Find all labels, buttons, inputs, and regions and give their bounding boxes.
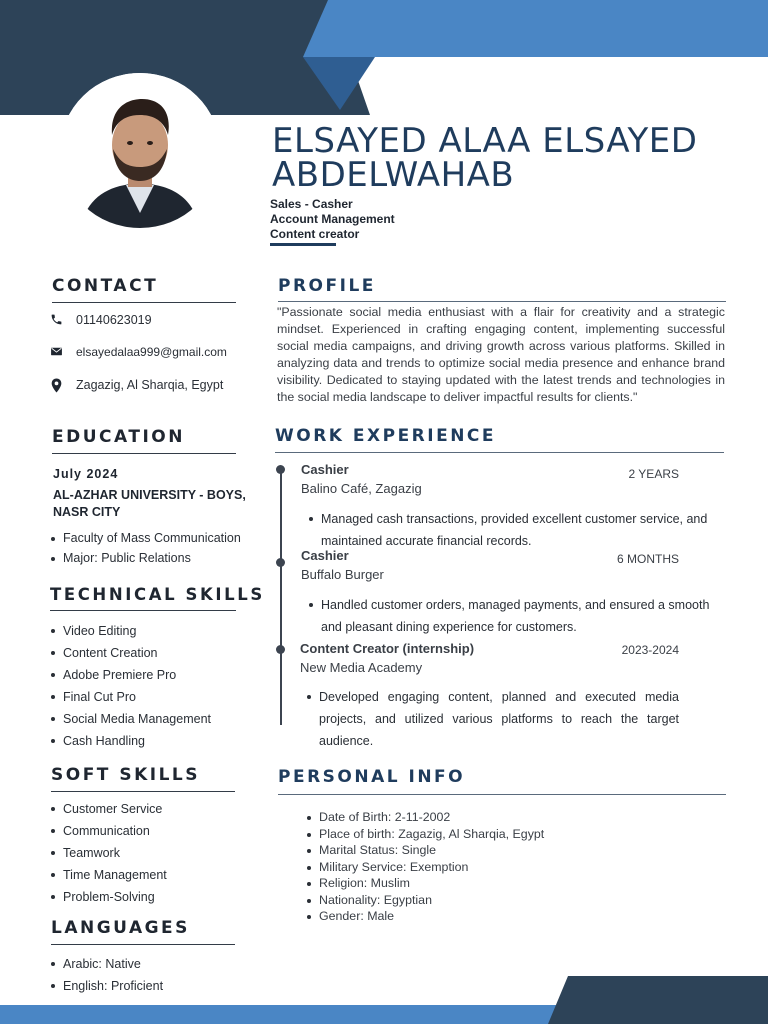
profile-title: PROFILE (278, 276, 376, 296)
soft-skills-title: SOFT SKILLS (51, 765, 200, 785)
technical-skills-title: TECHNICAL SKILLS (50, 585, 265, 604)
technical-skills-section (50, 585, 265, 611)
personal-info-list (307, 809, 727, 925)
job-description (307, 686, 679, 752)
list-item: Problem-Solving (51, 886, 251, 908)
work-experience-rule (275, 452, 724, 453)
education-rule (52, 453, 236, 454)
timeline-dot (276, 645, 285, 654)
education-details (53, 467, 253, 521)
list-item: Cash Handling (51, 730, 251, 752)
personal-info-rule (278, 794, 726, 795)
contact-location: Zagazig, Al Sharqia, Egypt (76, 378, 224, 392)
list-item: Managed cash transactions, provided excellent customer service, and maintained accurate financial records. (309, 508, 727, 552)
languages-rule (51, 944, 235, 945)
role-list (270, 197, 395, 246)
list-item: Faculty of Mass Communication (51, 528, 251, 548)
contact-location-row (50, 378, 223, 392)
languages-title: LANGUAGES (51, 918, 190, 938)
list-item: Arabic: Native (51, 953, 251, 975)
job-description (309, 594, 727, 638)
list-item: Gender: Male (307, 908, 727, 925)
profile-photo (60, 73, 220, 228)
list-item: Religion: Muslim (307, 875, 727, 892)
list-item: Final Cut Pro (51, 686, 251, 708)
technical-skills-list (51, 620, 251, 752)
job-title: Cashier (301, 462, 349, 477)
list-item: Developed engaging content, planned and executed media projects, and utilized various platforms to reach the target audience. (307, 686, 679, 752)
job-title: Cashier (301, 548, 349, 563)
list-item: Marital Status: Single (307, 842, 727, 859)
name-line-2: ABDELWAHAB (272, 155, 515, 195)
languages-section (51, 918, 235, 945)
list-item: Social Media Management (51, 708, 251, 730)
contact-section (52, 276, 236, 303)
phone-icon (50, 313, 64, 327)
job-organization: Buffalo Burger (301, 567, 384, 582)
list-item: Nationality: Egyptian (307, 892, 727, 909)
technical-skills-rule (50, 610, 236, 611)
list-item: Video Editing (51, 620, 251, 642)
profile-section (278, 276, 726, 302)
list-item: Adobe Premiere Pro (51, 664, 251, 686)
education-list (51, 528, 251, 568)
job-description (309, 508, 727, 552)
contact-email[interactable]: elsayedalaa999@gmail.com (76, 345, 227, 359)
header-name-block (272, 121, 752, 195)
email-icon (50, 345, 64, 359)
list-item: Handled customer orders, managed payments, and ensured a smooth and pleasant dining experience for customers. (309, 594, 727, 638)
list-item: Content Creation (51, 642, 251, 664)
education-school: AL-AZHAR UNIVERSITY - BOYS, NASR CITY (53, 488, 246, 519)
contact-phone[interactable]: 01140623019 (76, 313, 152, 327)
work-experience-title: WORK EXPERIENCE (275, 426, 497, 446)
timeline-line (280, 469, 282, 725)
education-section (52, 427, 236, 454)
job-organization: Balino Café, Zagazig (301, 481, 422, 496)
soft-skills-rule (51, 791, 235, 792)
timeline-dot (276, 465, 285, 474)
job-duration: 2023-2024 (621, 643, 679, 657)
soft-skills-section (51, 765, 235, 792)
contact-title: CONTACT (52, 276, 159, 296)
soft-skills-list (51, 798, 251, 908)
role-item: Account Management (270, 212, 395, 226)
contact-phone-row (50, 313, 152, 327)
job-organization: New Media Academy (300, 660, 423, 675)
list-item: English: Proficient (51, 975, 251, 997)
list-item: Time Management (51, 864, 251, 886)
personal-info-section (278, 767, 726, 795)
profile-text: "Passionate social media enthusiast with a flair for creativity and a strategic mindset. Experienced in crafting engaging content, implementing successful social media campaigns, and driving growth across various platforms. Skilled in analyzing data and trends to optimize social media presence and enhance brand visibility. Dedicated to staying updated with the latest trends and technologies in the social media landscape to deliver impactful results for clients." (277, 305, 725, 404)
role-item: Sales - Casher (270, 197, 353, 211)
name-line-1: ELSAYED ALAA ELSAYED (272, 121, 698, 161)
list-item: Teamwork (51, 842, 251, 864)
location-pin-icon (50, 378, 64, 392)
role-item: Content creator (270, 227, 360, 241)
contact-rule (52, 302, 236, 303)
contact-email-row (50, 345, 227, 359)
languages-list (51, 953, 251, 997)
list-item: Major: Public Relations (51, 548, 251, 568)
list-item: Customer Service (51, 798, 251, 820)
work-experience-section (275, 426, 724, 453)
role-underline (270, 243, 336, 246)
education-date: July 2024 (53, 467, 119, 481)
personal-info-title: PERSONAL INFO (278, 767, 466, 787)
education-title: EDUCATION (52, 427, 185, 447)
job-duration: 2 YEARS (628, 467, 679, 481)
profile-rule (278, 301, 726, 302)
list-item: Date of Birth: 2-11-2002 (307, 809, 727, 826)
list-item: Place of birth: Zagazig, Al Sharqia, Egypt (307, 826, 727, 843)
timeline-dot (276, 558, 285, 567)
job-title: Content Creator (internship) (300, 641, 475, 656)
list-item: Communication (51, 820, 251, 842)
job-duration: 6 MONTHS (616, 552, 679, 566)
list-item: Military Service: Exemption (307, 859, 727, 876)
